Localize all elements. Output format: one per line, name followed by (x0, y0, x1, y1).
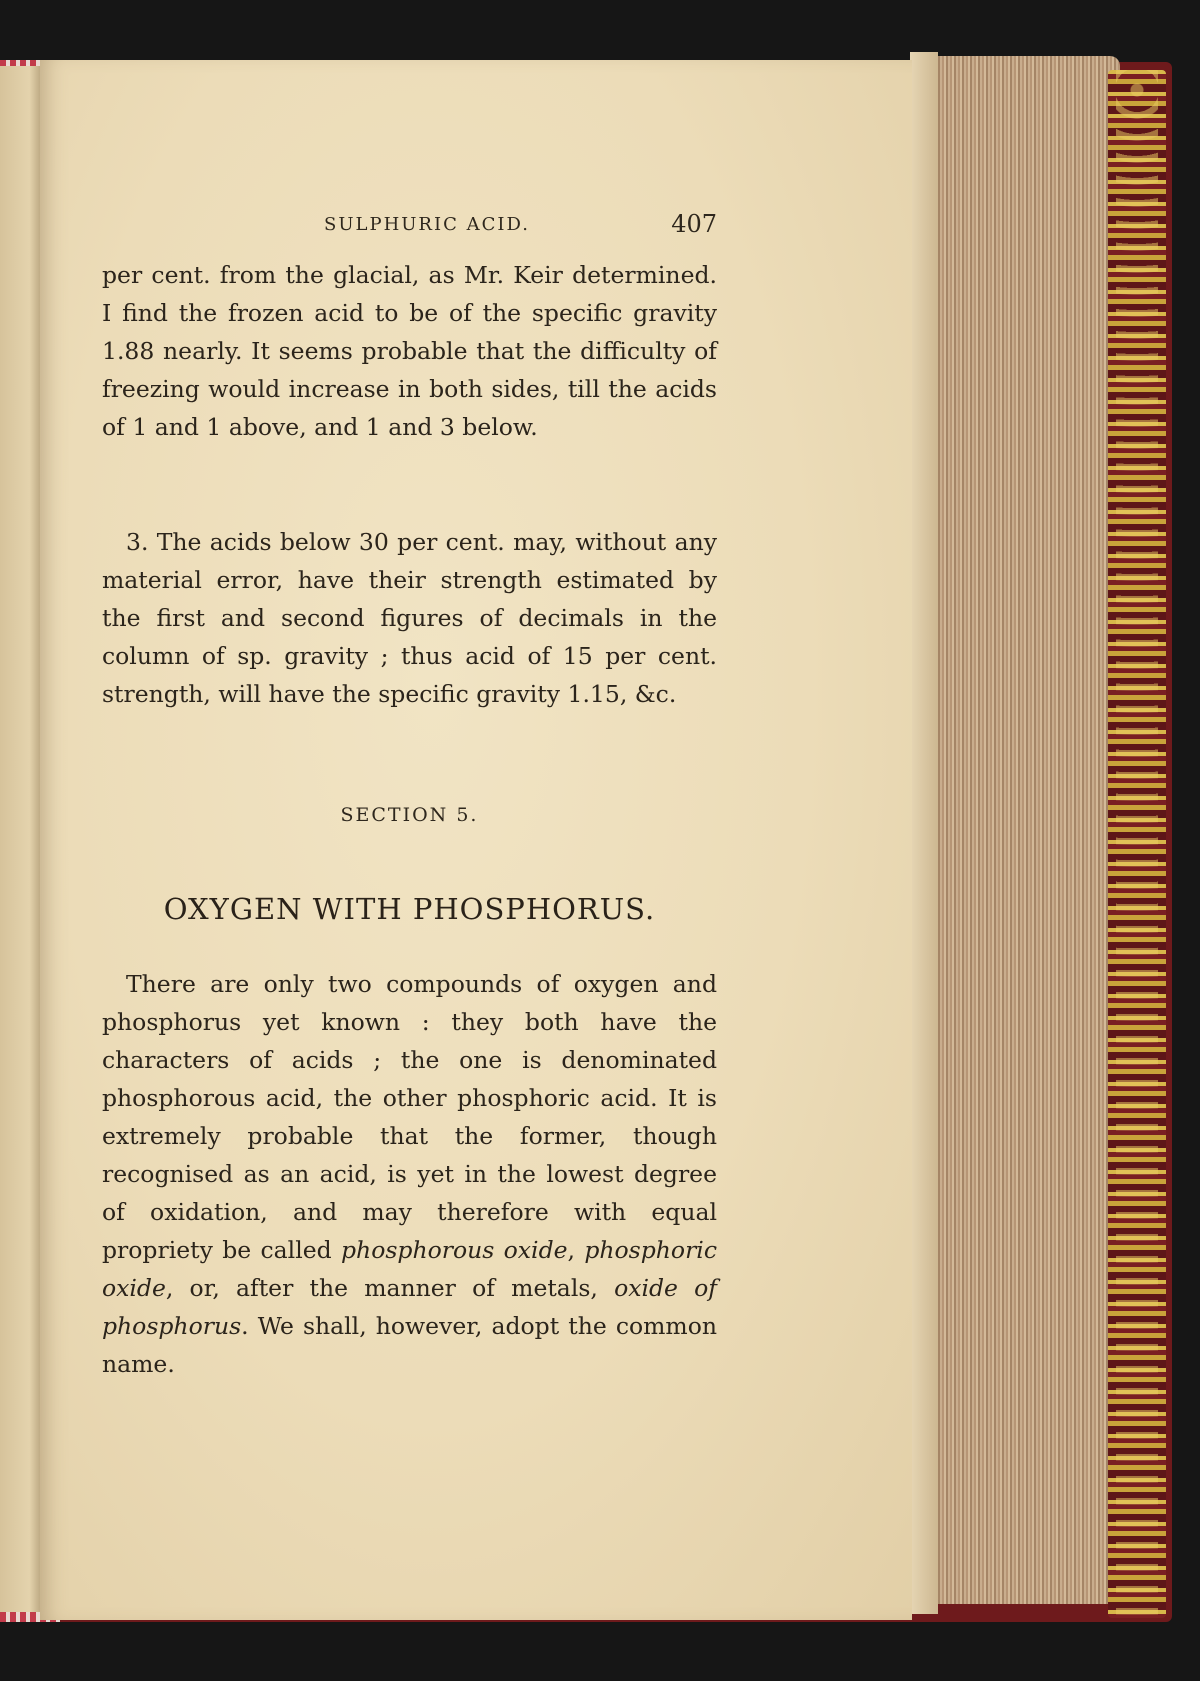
italic-phosphorous-oxide: phosphorous oxide (341, 1236, 568, 1264)
italic-phosphoric-oxide: phosphoric oxide (102, 1236, 717, 1302)
section-title: OXYGEN WITH PHOSPHORUS. (163, 892, 656, 926)
page-number: 407 (671, 210, 717, 238)
italic-oxide-of-phosphorus: oxide of phosphorus (102, 1274, 717, 1340)
left-page-sliver (0, 66, 42, 1612)
paragraph-2-text: 3. The acids below 30 per cent. may, without any material error, have their strength estimated by the first and second figures of decimals in the column of sp. gravity ; thus acid of 15 per cent. strength, will have the specific gravity 1.15, &c. (102, 528, 717, 708)
paragraph-2 (102, 523, 717, 713)
paragraph-3-text-c: . We shall, however, adopt the common name. (102, 1312, 717, 1378)
section-label: SECTION 5. (340, 804, 479, 826)
paragraph-1: per cent. from the glacial, as Mr. Keir determined. I find the frozen acid to be of the specific gravity 1.88 nearly. It seems probable that the difficulty of freezing would increase in both sides, till the acids of 1 and 1 above, and 1 and 3 below. (102, 261, 717, 441)
running-head (102, 210, 717, 244)
gilt-decorated-edge (1108, 70, 1166, 1618)
running-head-title: SULPHURIC ACID. (324, 214, 530, 235)
page-block-edge (930, 56, 1120, 1604)
paragraph-3 (102, 965, 717, 1383)
paragraph-3-text-b: , or, after the manner of metals, (165, 1274, 615, 1302)
book-page (40, 60, 912, 1620)
paragraph-3-sep: , (567, 1236, 585, 1264)
page-edge (910, 52, 938, 1614)
paragraph-3-text-a: There are only two compounds of oxygen and phosphorus yet known : they both have the characters of acids ; the one is denominated phosphorous acid, the other phosphoric acid. It is extremely probable that the former, though recognised as an acid, is yet in the lowest degree of oxidation, and may therefore with equal propriety be called (102, 970, 717, 1264)
